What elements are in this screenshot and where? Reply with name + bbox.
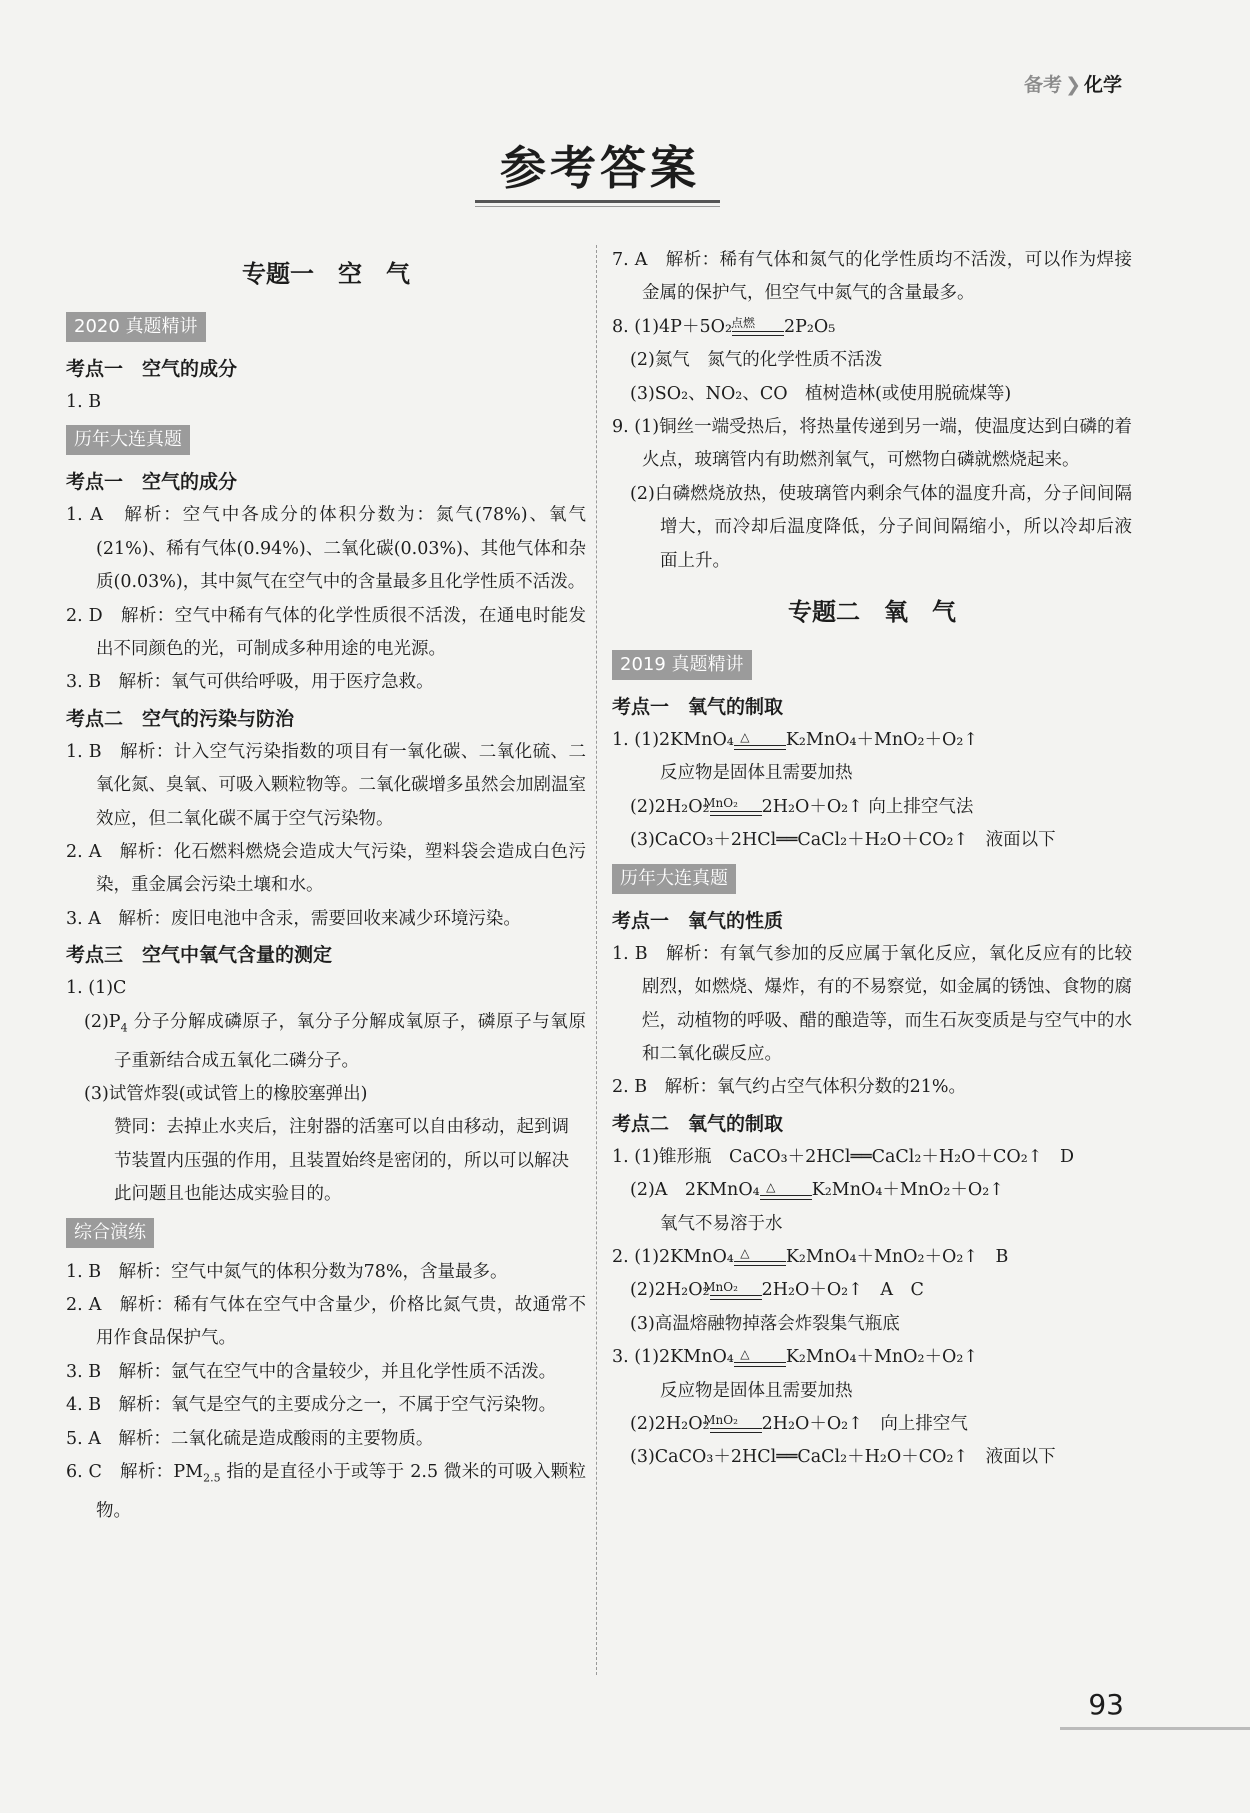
answer-subitem: (2)2H₂O₂MnO₂ 2H₂O＋O₂↑ 向上排空气法 [630,796,974,817]
exam-point-heading: 考点一 氧气的制取 [612,696,784,719]
reaction-condition: MnO₂ [710,798,762,816]
header-prefix: 备考 [1024,74,1063,96]
topic-heading-oxygen: 专题二 氧 气 [788,597,956,627]
answer-item: 1. B [66,392,102,412]
answer-subitem: (3)试管炸裂(或试管上的橡胶塞弹出) [84,1084,368,1104]
answer-item: 1. (1)2KMnO₄ △ K₂MnO₄＋MnO₂＋O₂↑ [612,729,979,751]
exam-point-heading: 考点一 氧气的性质 [612,909,784,932]
header-subject: 化学 [1083,74,1122,96]
answer-item: 3. A 解析：废旧电池中含汞，需要回收来减少环境污染。 [66,908,521,929]
answer-item: 3. B 解析：氩气在空气中的含量较少，并且化学性质不活泼。 [66,1361,557,1382]
topic-heading-air: 专题一 空 气 [242,259,410,288]
answer-item: 5. A 解析：二氧化硫是造成酸雨的主要物质。 [66,1428,434,1449]
answer-subitem: 赞同：去掉止水夹后，注射器的活塞可以自由移动，起到调节装置内压强的作用，且装置始终是密闭的，所以可以解决此问题且也能达成实验目的。 [114,1117,569,1205]
answer-subitem: (2)白磷燃烧放热，使玻璃管内剩余气体的温度升高，分子间间隔增大，而冷却后温度降低，分子间间隔缩小，所以冷却后液面上升。 [630,483,1132,571]
header-subject-tag [1024,70,1122,97]
exam-point-heading: 考点二 氧气的制取 [612,1112,784,1135]
answer-item: 1. (1)锥形瓶 CaCO₃＋2HCl══CaCl₂＋H₂O＋CO₂↑ D [612,1146,1074,1167]
answer-subitem: $(2)P_4$ 分子分解成磷原子，氧分子分解成氧原子，磷原子与氧原子重新结合成五氧化二磷分子。 [84,1011,586,1071]
exam-point-heading: 考点一 空气的成分 [66,358,238,380]
answer-item: 1. B 解析：空气中氮气的体积分数为78%，含量最多。 [66,1261,508,1282]
answer-subitem: 反应物是固体且需要加热 [660,1380,853,1401]
reaction-condition: △ [760,1182,812,1200]
answer-item: 1. B 解析：计入空气污染指数的项目有一氧化碳、二氧化硫、二氧化氮、臭氧、可吸入颗粒物等。二氧化碳增多虽然会加剧温室效应，但二氧化碳不属于空气污染物。 [66,741,586,829]
reaction-condition: △ [734,1248,786,1266]
answer-subitem: (2)氮气 氮气的化学性质不活泼 [630,350,883,371]
section-badge: 2019 真题精讲 [612,650,752,680]
answer-item: 6. C 解析：$PM_{2.5}$ 指的是直径小于或等于 2.5 微米的可吸入颗粒物。 [66,1462,586,1521]
answer-item: 1. A 解析：空气中各成分的体积分数为：氮气(78%)、氧气(21%)、稀有气体(0.94%)、二氧化碳(0.03%)、其他气体和杂质(0.03%)，其中氮气在空气中的含量最多且化学性质不活泼。 [66,505,586,593]
answer-subitem: (3)SO₂、NO₂、CO 植树造林(或使用脱硫煤等) [630,383,1012,404]
answer-item: 2. (1)2KMnO₄ △ K₂MnO₄＋MnO₂＋O₂↑ B [612,1246,1009,1267]
answer-item: 1. (1)C [66,978,127,999]
page-number: 93 [1088,1688,1124,1721]
answer-subitem: (2)2H₂O₂MnO₂ 2H₂O＋O₂↑ A C [630,1279,924,1301]
answer-subitem: (3)CaCO₃＋2HCl══CaCl₂＋H₂O＋CO₂↑ 液面以下 [630,1447,1056,1468]
answer-subitem: 氧气不易溶于水 [660,1213,783,1234]
answer-item: 1. B 解析：有氧气参加的反应属于氧化反应，氧化反应有的比较剧烈，如燃烧、爆炸，有的不易察觉，如金属的锈蚀、食物的腐烂，动植物的呼吸、醋的酿造等，而生石灰变质是与空气中的水和二氧化碳反应。 [612,943,1132,1064]
answer-item: 2. A 解析：化石燃料燃烧会造成大气污染，塑料袋会造成白色污染，重金属会污染土壤和水。 [66,842,586,896]
answer-item: 2. D 解析：空气中稀有气体的化学性质很不活泼，在通电时能发出不同颜色的光，可制成多种用途的电光源。 [66,605,586,660]
right-column [612,244,1132,1475]
section-badge: 历年大连真题 [612,864,736,894]
answer-subitem: (3)CaCO₃＋2HCl══CaCl₂＋H₂O＋CO₂↑ 液面以下 [630,830,1056,851]
section-badge: 历年大连真题 [66,425,190,455]
answer-item: 8. (1)4P＋5O₂点燃 2P₂O₅ [612,316,836,337]
chevron-right-icon: ❯ [1065,74,1081,96]
answer-item: 3. B 解析：氧气可供给呼吸，用于医疗急救。 [66,672,434,693]
answer-subitem: (3)高温熔融物掉落会炸裂集气瓶底 [630,1313,900,1334]
answer-item: 2. A 解析：稀有气体在空气中含量少，价格比氮气贵，故通常不用作食品保护气。 [66,1295,586,1349]
answer-item: 2. B 解析：氧气约占空气体积分数的21%。 [612,1077,967,1098]
section-badge: 2020 真题精讲 [66,312,206,342]
column-divider [596,245,597,1675]
reaction-condition: MnO₂ [710,1282,762,1300]
reaction-condition: 点燃 [732,318,784,336]
reaction-condition: MnO₂ [710,1415,762,1433]
title-underline-thin [475,206,720,207]
answer-subitem: (2)A 2KMnO₄ △ K₂MnO₄＋MnO₂＋O₂↑ [630,1179,1004,1201]
answer-item: 3. (1)2KMnO₄ △ K₂MnO₄＋MnO₂＋O₂↑ [612,1346,979,1368]
section-badge: 综合演练 [66,1218,154,1248]
left-column [66,240,586,1528]
answer-item: 4. B 解析：氧气是空气的主要成分之一，不属于空气污染物。 [66,1395,557,1416]
answer-item: 9. (1)铜丝一端受热后，将热量传递到另一端，使温度达到白磷的着火点，玻璃管内有助燃剂氧气，可燃物白磷就燃烧起来。 [612,417,1132,471]
exam-point-heading: 考点二 空气的污染与防治 [66,707,295,730]
answer-item: 7. A 解析：稀有气体和氮气的化学性质均不活泼，可以作为焊接金属的保护气，但空气中氮气的含量最多。 [612,250,1132,304]
answer-subitem: (2)2H₂O₂MnO₂ 2H₂O＋O₂↑ 向上排空气 [630,1413,968,1434]
footer-rule [1060,1727,1250,1730]
exam-point-heading: 考点三 空气中氧气含量的测定 [66,944,333,967]
exam-point-heading: 考点一 空气的成分 [66,471,238,494]
page-title: 参考答案 [500,141,700,195]
reaction-condition: △ [734,732,786,750]
answer-subitem: 反应物是固体且需要加热 [660,763,853,784]
reaction-condition: △ [734,1349,786,1367]
title-underline [475,200,720,203]
